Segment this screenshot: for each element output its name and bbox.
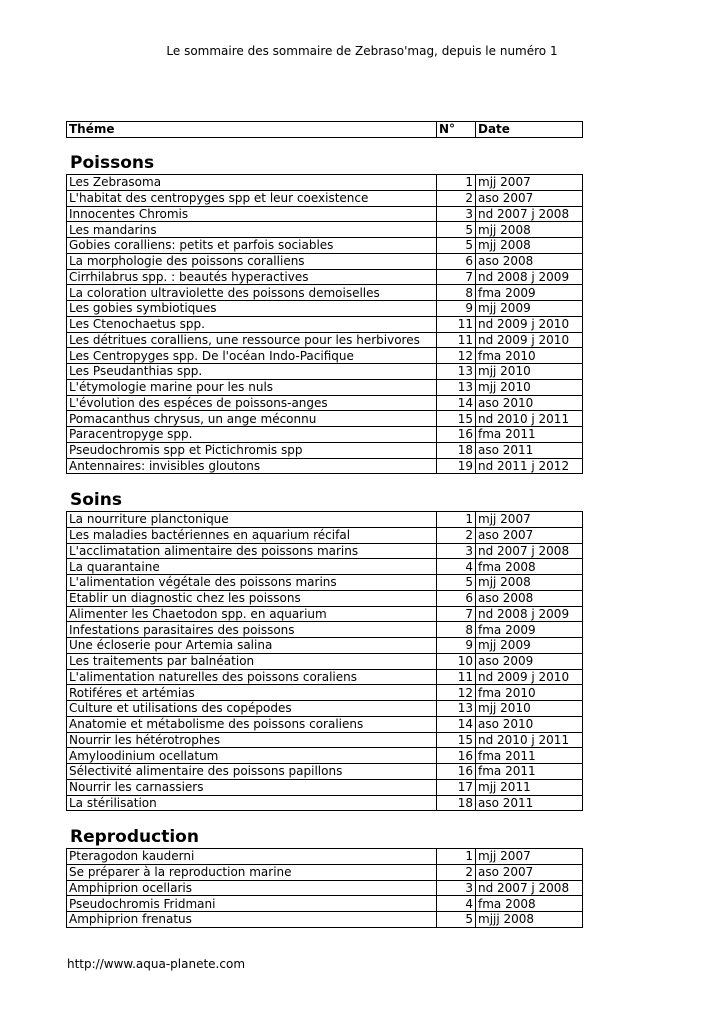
- table-row: [67, 880, 583, 896]
- number-cell: 7: [437, 606, 476, 622]
- table-reproduction: [66, 848, 583, 928]
- date-cell: mjj 2010: [476, 379, 583, 395]
- table-row: [67, 175, 583, 191]
- date-cell: fma 2008: [476, 896, 583, 912]
- table-row: [67, 559, 583, 575]
- number-cell: 6: [437, 590, 476, 606]
- table-row: [67, 206, 583, 222]
- number-cell: 11: [437, 332, 476, 348]
- date-cell: aso 2007: [476, 190, 583, 206]
- date-cell: mjj 2011: [476, 779, 583, 795]
- number-cell: 8: [437, 622, 476, 638]
- number-cell: 9: [437, 301, 476, 317]
- table-row: [67, 575, 583, 591]
- number-cell: 18: [437, 795, 476, 811]
- date-cell: aso 2010: [476, 716, 583, 732]
- theme-cell: Cirrhilabrus spp. : beautés hyperactives: [67, 269, 437, 285]
- theme-cell: Les détritues coralliens, une ressource pour les herbivores: [67, 332, 437, 348]
- table-row: [67, 238, 583, 254]
- number-cell: 5: [437, 222, 476, 238]
- table-row: [67, 379, 583, 395]
- table-row: [67, 253, 583, 269]
- date-cell: aso 2008: [476, 590, 583, 606]
- table-row: [67, 795, 583, 811]
- number-cell: 16: [437, 748, 476, 764]
- date-cell: mjj 2009: [476, 301, 583, 317]
- theme-cell: La quarantaine: [67, 559, 437, 575]
- theme-cell: Les Pseudanthias spp.: [67, 364, 437, 380]
- number-cell: 11: [437, 316, 476, 332]
- table-row: [67, 716, 583, 732]
- date-cell: aso 2007: [476, 864, 583, 880]
- theme-cell: Les Centropyges spp. De l'océan Indo-Pacifique: [67, 348, 437, 364]
- theme-cell: Innocentes Chromis: [67, 206, 437, 222]
- number-cell: 13: [437, 364, 476, 380]
- table-row: [67, 638, 583, 654]
- theme-cell: Les Ctenochaetus spp.: [67, 316, 437, 332]
- date-cell: aso 2009: [476, 653, 583, 669]
- theme-cell: Anatomie et métabolisme des poissons coraliens: [67, 716, 437, 732]
- date-cell: mjj 2007: [476, 175, 583, 191]
- table-row: [67, 732, 583, 748]
- number-cell: 9: [437, 638, 476, 654]
- theme-cell: La nourriture planctonique: [67, 512, 437, 528]
- theme-cell: Alimenter les Chaetodon spp. en aquarium: [67, 606, 437, 622]
- page-title: Le sommaire des sommaire de Zebraso'mag, depuis le numéro 1: [166, 44, 558, 58]
- table-row: [67, 442, 583, 458]
- date-cell: aso 2011: [476, 442, 583, 458]
- number-cell: 16: [437, 427, 476, 443]
- date-cell: mjj 2008: [476, 575, 583, 591]
- theme-cell: Nourrir les hétérotrophes: [67, 732, 437, 748]
- number-cell: 2: [437, 190, 476, 206]
- table-row: [67, 779, 583, 795]
- theme-cell: La coloration ultraviolette des poissons demoiselles: [67, 285, 437, 301]
- table-row: [67, 685, 583, 701]
- theme-cell: Amyloodinium ocellatum: [67, 748, 437, 764]
- section-title-reproduction: Reproduction: [70, 827, 199, 847]
- table-row: [67, 190, 583, 206]
- column-header-row: [67, 122, 583, 138]
- date-cell: mjjj 2008: [476, 912, 583, 928]
- number-cell: 2: [437, 864, 476, 880]
- footer-url: http://www.aqua-planete.com: [67, 957, 246, 971]
- table-row: [67, 301, 583, 317]
- table-row: [67, 606, 583, 622]
- table-row: [67, 669, 583, 685]
- table-row: [67, 527, 583, 543]
- table-row: [67, 348, 583, 364]
- number-cell: 13: [437, 379, 476, 395]
- table-row: [67, 316, 583, 332]
- theme-cell: L'habitat des centropyges spp et leur coexistence: [67, 190, 437, 206]
- theme-header: Théme: [67, 122, 437, 138]
- date-cell: fma 2011: [476, 748, 583, 764]
- number-cell: 1: [437, 512, 476, 528]
- theme-cell: Nourrir les carnassiers: [67, 779, 437, 795]
- table-row: [67, 896, 583, 912]
- number-cell: 10: [437, 653, 476, 669]
- theme-cell: L'acclimatation alimentaire des poissons marins: [67, 543, 437, 559]
- theme-cell: Etablir un diagnostic chez les poissons: [67, 590, 437, 606]
- number-cell: 16: [437, 764, 476, 780]
- table-row: [67, 222, 583, 238]
- theme-cell: Les gobies symbiotiques: [67, 301, 437, 317]
- date-cell: aso 2011: [476, 795, 583, 811]
- theme-cell: Amphiprion frenatus: [67, 912, 437, 928]
- number-cell: 1: [437, 175, 476, 191]
- table-row: [67, 411, 583, 427]
- theme-cell: Les mandarins: [67, 222, 437, 238]
- number-cell: 6: [437, 253, 476, 269]
- table-poissons: [66, 174, 583, 474]
- number-header: N°: [437, 122, 476, 138]
- theme-cell: La stérilisation: [67, 795, 437, 811]
- date-cell: fma 2010: [476, 685, 583, 701]
- number-cell: 7: [437, 269, 476, 285]
- table-row: [67, 543, 583, 559]
- date-cell: nd 2007 j 2008: [476, 543, 583, 559]
- table-row: [67, 269, 583, 285]
- table-soins: [66, 511, 583, 811]
- date-cell: aso 2010: [476, 395, 583, 411]
- theme-cell: Pseudochromis spp et Pictichromis spp: [67, 442, 437, 458]
- theme-cell: Les Zebrasoma: [67, 175, 437, 191]
- date-cell: nd 2009 j 2010: [476, 316, 583, 332]
- number-cell: 18: [437, 442, 476, 458]
- number-cell: 11: [437, 669, 476, 685]
- date-cell: mjj 2010: [476, 364, 583, 380]
- table-row: [67, 849, 583, 865]
- number-cell: 8: [437, 285, 476, 301]
- number-cell: 14: [437, 395, 476, 411]
- date-cell: nd 2009 j 2010: [476, 332, 583, 348]
- table-row: [67, 364, 583, 380]
- table-row: [67, 512, 583, 528]
- theme-cell: Infestations parasitaires des poissons: [67, 622, 437, 638]
- theme-cell: L'alimentation végétale des poissons marins: [67, 575, 437, 591]
- date-cell: nd 2007 j 2008: [476, 880, 583, 896]
- date-cell: mjj 2008: [476, 222, 583, 238]
- theme-cell: Pseudochromis Fridmani: [67, 896, 437, 912]
- table-row: [67, 864, 583, 880]
- date-cell: nd 2010 j 2011: [476, 732, 583, 748]
- table-row: [67, 458, 583, 474]
- theme-cell: Antennaires: invisibles gloutons: [67, 458, 437, 474]
- number-cell: 19: [437, 458, 476, 474]
- theme-cell: Rotiféres et artémias: [67, 685, 437, 701]
- number-cell: 12: [437, 348, 476, 364]
- table-row: [67, 395, 583, 411]
- table-row: [67, 764, 583, 780]
- date-cell: mjj 2007: [476, 849, 583, 865]
- theme-cell: Se préparer à la reproduction marine: [67, 864, 437, 880]
- theme-cell: L'évolution des espéces de poissons-anges: [67, 395, 437, 411]
- date-cell: fma 2011: [476, 764, 583, 780]
- theme-cell: Gobies coralliens: petits et parfois sociables: [67, 238, 437, 254]
- theme-cell: Amphiprion ocellaris: [67, 880, 437, 896]
- theme-cell: Pomacanthus chrysus, un ange méconnu: [67, 411, 437, 427]
- date-cell: nd 2008 j 2009: [476, 606, 583, 622]
- number-cell: 17: [437, 779, 476, 795]
- number-cell: 5: [437, 912, 476, 928]
- date-cell: fma 2008: [476, 559, 583, 575]
- number-cell: 4: [437, 896, 476, 912]
- table-row: [67, 653, 583, 669]
- number-cell: 4: [437, 559, 476, 575]
- number-cell: 15: [437, 411, 476, 427]
- number-cell: 5: [437, 238, 476, 254]
- section-title-poissons: Poissons: [70, 153, 155, 173]
- number-cell: 2: [437, 527, 476, 543]
- table-row: [67, 622, 583, 638]
- table-row: [67, 590, 583, 606]
- theme-cell: Les maladies bactériennes en aquarium récifal: [67, 527, 437, 543]
- date-cell: fma 2010: [476, 348, 583, 364]
- date-cell: aso 2007: [476, 527, 583, 543]
- date-cell: fma 2009: [476, 622, 583, 638]
- date-cell: nd 2009 j 2010: [476, 669, 583, 685]
- date-cell: mjj 2010: [476, 701, 583, 717]
- number-cell: 15: [437, 732, 476, 748]
- number-cell: 3: [437, 543, 476, 559]
- table-row: [67, 701, 583, 717]
- date-cell: nd 2010 j 2011: [476, 411, 583, 427]
- date-cell: mjj 2007: [476, 512, 583, 528]
- theme-cell: Les traitements par balnéation: [67, 653, 437, 669]
- column-header-table: [66, 121, 583, 138]
- theme-cell: Pteragodon kauderni: [67, 849, 437, 865]
- number-cell: 1: [437, 849, 476, 865]
- section-title-soins: Soins: [70, 490, 122, 510]
- date-header: Date: [476, 122, 583, 138]
- theme-cell: Une écloserie pour Artemia salina: [67, 638, 437, 654]
- theme-cell: Sélectivité alimentaire des poissons papillons: [67, 764, 437, 780]
- theme-cell: La morphologie des poissons coralliens: [67, 253, 437, 269]
- date-cell: nd 2007 j 2008: [476, 206, 583, 222]
- date-cell: mjj 2009: [476, 638, 583, 654]
- number-cell: 14: [437, 716, 476, 732]
- theme-cell: Paracentropyge spp.: [67, 427, 437, 443]
- date-cell: aso 2008: [476, 253, 583, 269]
- table-row: [67, 912, 583, 928]
- theme-cell: L'étymologie marine pour les nuls: [67, 379, 437, 395]
- date-cell: fma 2011: [476, 427, 583, 443]
- number-cell: 13: [437, 701, 476, 717]
- date-cell: mjj 2008: [476, 238, 583, 254]
- theme-cell: L'alimentation naturelles des poissons coraliens: [67, 669, 437, 685]
- date-cell: fma 2009: [476, 285, 583, 301]
- table-row: [67, 332, 583, 348]
- theme-cell: Culture et utilisations des copépodes: [67, 701, 437, 717]
- number-cell: 5: [437, 575, 476, 591]
- date-cell: nd 2008 j 2009: [476, 269, 583, 285]
- number-cell: 3: [437, 880, 476, 896]
- date-cell: nd 2011 j 2012: [476, 458, 583, 474]
- table-row: [67, 285, 583, 301]
- table-row: [67, 748, 583, 764]
- table-row: [67, 427, 583, 443]
- number-cell: 3: [437, 206, 476, 222]
- number-cell: 12: [437, 685, 476, 701]
